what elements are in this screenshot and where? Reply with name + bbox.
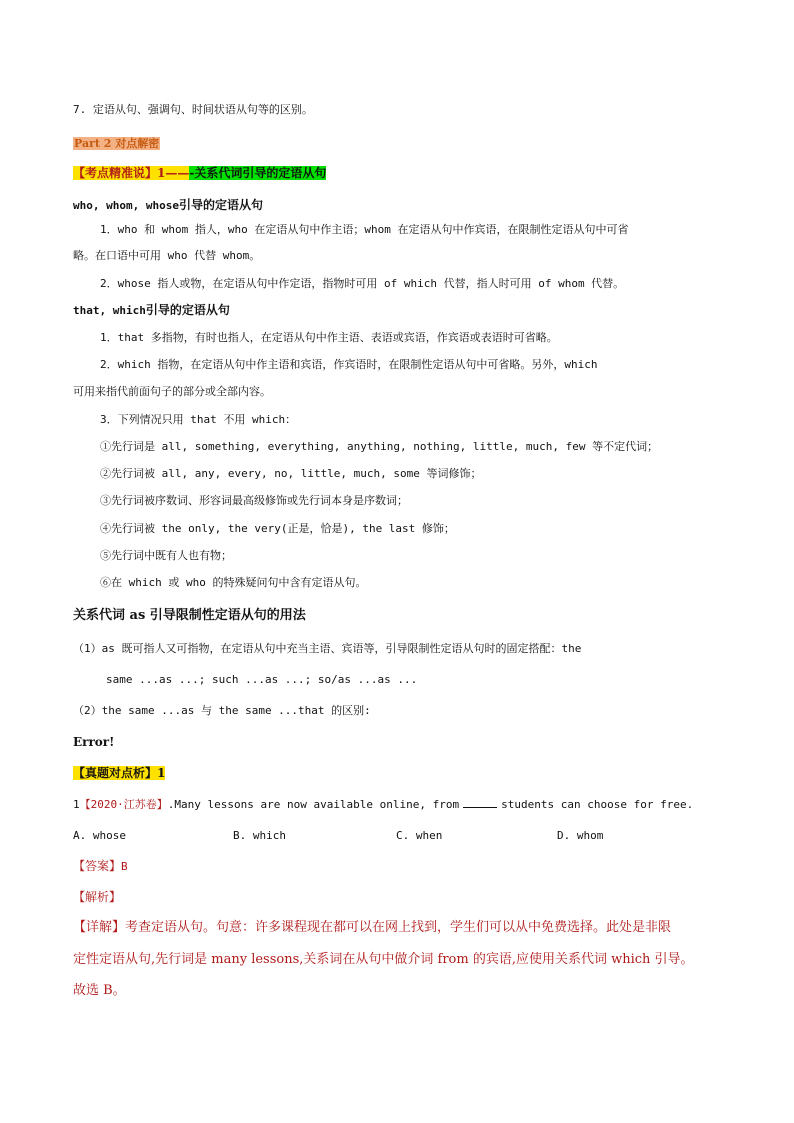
paragraph-line: 略。在口语中可用 who 代替 whom。	[73, 249, 261, 262]
subheading-words: that, which	[73, 304, 146, 317]
question-source: 【2020·江苏卷】	[79, 798, 168, 811]
question-number: 1	[73, 798, 80, 811]
subheading-title: 引导的定语从句	[145, 303, 230, 317]
section-heading-text: 【真题对点析】1	[73, 766, 166, 780]
option-b: B. which	[233, 829, 286, 842]
part-heading-text: Part 2 对点解密	[74, 137, 160, 150]
subheading-as-clause: 关系代词 as 引导限制性定语从句的用法	[73, 608, 306, 623]
paragraph-line: 1．who 和 whom 指人，who 在定语从句中作主语；whom 在定语从句中作宾语，在限制性定语从句中可省	[100, 223, 629, 236]
section-heading-key-points	[73, 165, 326, 181]
paragraph-line: 2．whose 指人或物，在定语从句中作定语，指物时可用 of which 代替，指人时可用 of whom 代替。	[100, 277, 625, 290]
paragraph-line: （2）the same ...as 与 the same ...that 的区别:	[73, 704, 371, 717]
paragraph-line: 可用来指代前面句子的部分或全部内容。	[73, 385, 271, 398]
detail-line: 【详解】考查定语从句。句意：许多课程现在都可以在网上找到，学生们可以从中免费选择。此处是非限	[73, 920, 672, 935]
paragraph-line: 3．下列情况只用 that 不用 which：	[100, 413, 297, 426]
section-heading-title: -关系代词引导的定语从句	[189, 166, 327, 180]
paragraph-line: same ...as ...; such ...as ...; so/as ...as ...	[106, 673, 418, 686]
list-item: ④先行词被 the only, the very(正是，恰是), the last 修饰；	[100, 522, 455, 535]
question-text-before: .Many lessons are now available online, from	[167, 798, 460, 811]
option-a: A. whose	[73, 829, 126, 842]
subheading-who-whom-whose	[73, 197, 263, 214]
answer-line	[73, 858, 128, 875]
detail-line: 定性定语从句,先行词是 many lessons,关系词在从句中做介词 from 的宾语,应使用关系代词 which 引导。	[73, 952, 694, 967]
answer-blank	[463, 797, 497, 808]
section-heading-bracket: 【考点精准说】1——	[73, 166, 190, 180]
answer-value: B	[121, 860, 128, 873]
paragraph-line: 1．that 多指物，有时也指人，在定语从句中作主语、表语或宾语，作宾语或表语时可省略。	[100, 331, 558, 344]
subheading-that-which	[73, 302, 230, 319]
answer-label: 【答案】	[73, 859, 122, 873]
subheading-words: who, whom, whose	[73, 199, 179, 212]
subheading-title: 引导的定语从句	[178, 198, 263, 212]
error-text: Error!	[73, 735, 115, 749]
paragraph-line: （1）as 既可指人又可指物，在定语从句中充当主语、宾语等，引导限制性定语从句时的固定搭配：the	[73, 642, 582, 655]
list-item: ⑥在 which 或 who 的特殊疑问句中含有定语从句。	[100, 576, 367, 589]
analysis-label: 【解析】	[73, 890, 122, 904]
detail-line: 故选 B。	[73, 983, 126, 998]
section-heading-real-exam	[73, 765, 165, 781]
paragraph-line: 2．which 指物，在定语从句中作主语和宾语，作宾语时，在限制性定语从句中可省略。另外，which	[100, 358, 598, 371]
list-item: ③先行词被序数词、形容词最高级修饰或先行词本身是序数词；	[100, 494, 408, 507]
list-item: ①先行词是 all, something, everything, anything, nothing, little, much, few 等不定代词；	[100, 440, 659, 453]
list-item: ⑤先行词中既有人也有物；	[100, 549, 232, 562]
question-line	[73, 797, 693, 813]
part-heading	[73, 135, 160, 152]
question-text-after: students can choose for free.	[501, 798, 694, 811]
option-c: C. when	[396, 829, 443, 842]
point-7-line: 7. 定语从句、强调句、时间状语从句等的区别。	[73, 103, 313, 116]
list-item: ②先行词被 all, any, every, no, little, much, some 等词修饰；	[100, 467, 482, 480]
option-d: D. whom	[557, 829, 604, 842]
